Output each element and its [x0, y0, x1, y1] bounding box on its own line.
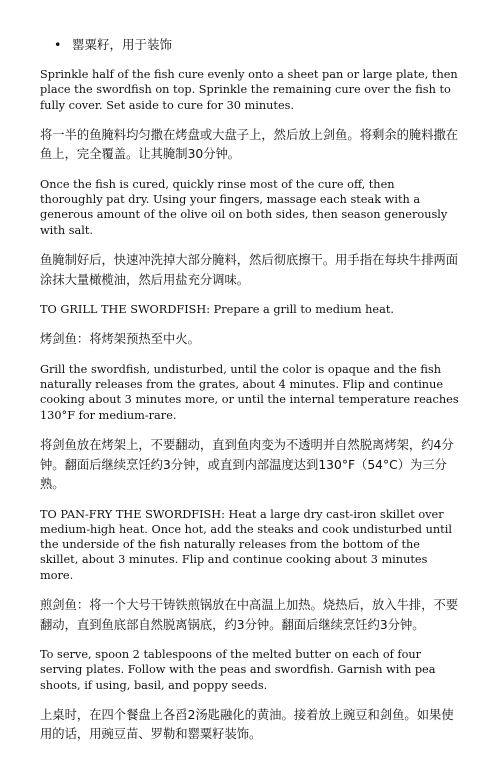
grill-heading-en: TO GRILL THE SWORDFISH: Prepare a grill to medium heat.: [40, 303, 394, 317]
step-pan-fry-zh: 煎剑鱼：将一个大号干铸铁煎锅放在中高温上加热。烧热后，放入牛排，不要翻动，直到鱼底部自然脱离锅底，约3分钟。翻面后继续烹饪约3分钟。: [40, 598, 459, 632]
step-cure-zh: 将一半的鱼腌料均匀撒在烤盘或大盘子上，然后放上剑鱼。将剩余的腌料撒在鱼上，完全覆盖。让其腌制30分钟。: [40, 127, 459, 162]
ingredient-item: [54, 36, 460, 54]
ingredient-text: 罂粟籽，用于装饰: [72, 37, 173, 52]
step-serve-zh: 上桌时，在四个餐盘上各舀2汤匙融化的黄油。接着放上豌豆和剑鱼。如果使用的话，用豌豆苗、罗勒和罂粟籽装饰。: [40, 707, 454, 742]
recipe-page: [40, 36, 460, 757]
ingredient-list: [40, 36, 460, 54]
step-serve-en: To serve, spoon 2 tablespoons of the melted butter on each of four serving plates. Follow with the peas and swordfish. Garnish with pea shoots, if using, basil, and poppy seeds.: [40, 648, 436, 692]
step-grill-zh: 将剑鱼放在烤架上，不要翻动，直到鱼肉变为不透明并自然脱离烤架，约4分钟。翻面后继续烹饪约3分钟，或直到内部温度达到130°F（54°C）为三分熟。: [40, 438, 454, 492]
step-grill-en: Grill the swordfish, undisturbed, until the color is opaque and the fish naturally releases from the grates, about 4 minutes. Flip and continue cooking about 3 minutes more, or until the internal temperature reaches 130°F for medium-rare.: [40, 362, 459, 422]
step-rinse-en: Once the fish is cured, quickly rinse most of the cure off, then thoroughly pat dry. Using your fingers, massage each steak with a generous amount of the olive oil on both sides, then season generously with salt.: [40, 177, 448, 237]
bullet-dot-icon: •: [54, 37, 62, 52]
grill-heading-zh: 烤剑鱼：将烤架预热至中火。: [40, 332, 200, 347]
step-rinse-zh: 鱼腌制好后，快速冲洗掉大部分腌料，然后彻底擦干。用手指在每块牛排两面涂抹大量橄榄油，然后用盐充分调味。: [40, 253, 459, 287]
step-cure-en: Sprinkle half of the fish cure evenly onto a sheet pan or large plate, then place the swordfish on top. Sprinkle the remaining cure over the fish to fully cover. Set aside to cure for 30 minutes.: [40, 68, 458, 112]
step-pan-fry-en: TO PAN-FRY THE SWORDFISH: Heat a large dry cast-iron skillet over medium-high heat. Once hot, add the steaks and cook undisturbed until the underside of the fish naturally releases from the bottom of the skillet, about 3 minutes. Flip and continue cooking about 3 minutes more.: [40, 507, 452, 582]
